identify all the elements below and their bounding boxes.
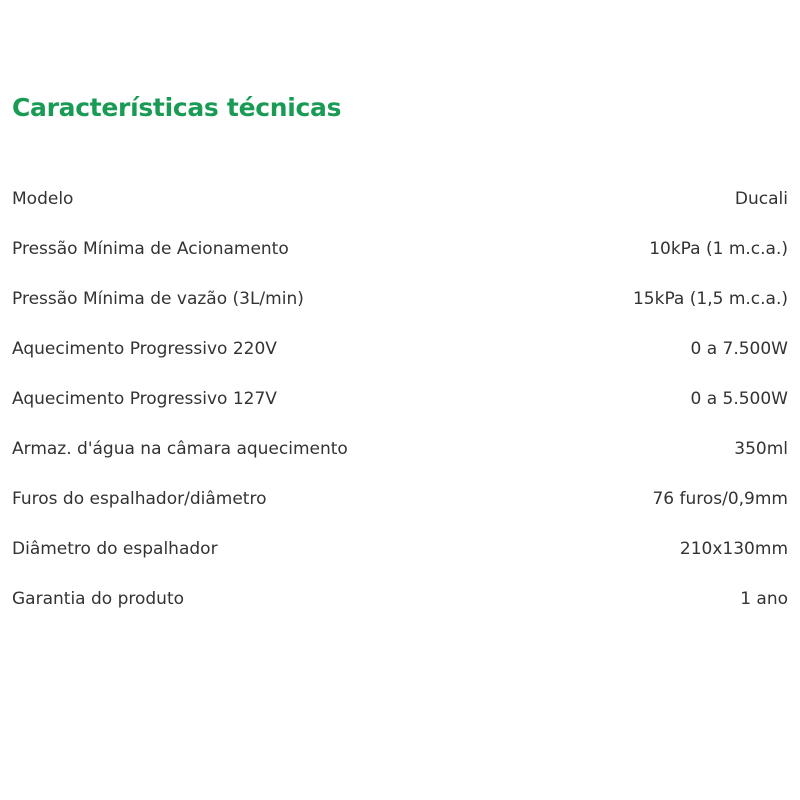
spec-value: 350ml: [734, 439, 788, 459]
spec-value: Ducali: [734, 189, 788, 209]
spec-value: 10kPa (1 m.c.a.): [649, 239, 788, 259]
spec-value: 0 a 7.500W: [690, 339, 788, 359]
spec-row-garantia: [12, 568, 788, 630]
spec-label: Garantia do produto: [12, 589, 185, 609]
spec-value: 210x130mm: [679, 539, 788, 559]
technical-specs-section: [12, 88, 788, 630]
spec-label: Armaz. d'água na câmara aquecimento: [12, 439, 348, 459]
spec-label: Pressão Mínima de vazão (3L/min): [12, 289, 304, 309]
spec-value: 1 ano: [740, 589, 788, 609]
specs-title: Características técnicas: [12, 93, 342, 122]
spec-label: Aquecimento Progressivo 127V: [12, 389, 277, 409]
spec-label: Pressão Mínima de Acionamento: [12, 239, 289, 259]
spec-label: Furos do espalhador/diâmetro: [12, 489, 267, 509]
spec-value: 76 furos/0,9mm: [652, 489, 788, 509]
spec-label: Modelo: [12, 189, 74, 209]
specs-table: [12, 168, 788, 630]
spec-value: 15kPa (1,5 m.c.a.): [632, 289, 788, 309]
spec-label: Diâmetro do espalhador: [12, 539, 218, 559]
spec-value: 0 a 5.500W: [690, 389, 788, 409]
spec-label: Aquecimento Progressivo 220V: [12, 339, 277, 359]
